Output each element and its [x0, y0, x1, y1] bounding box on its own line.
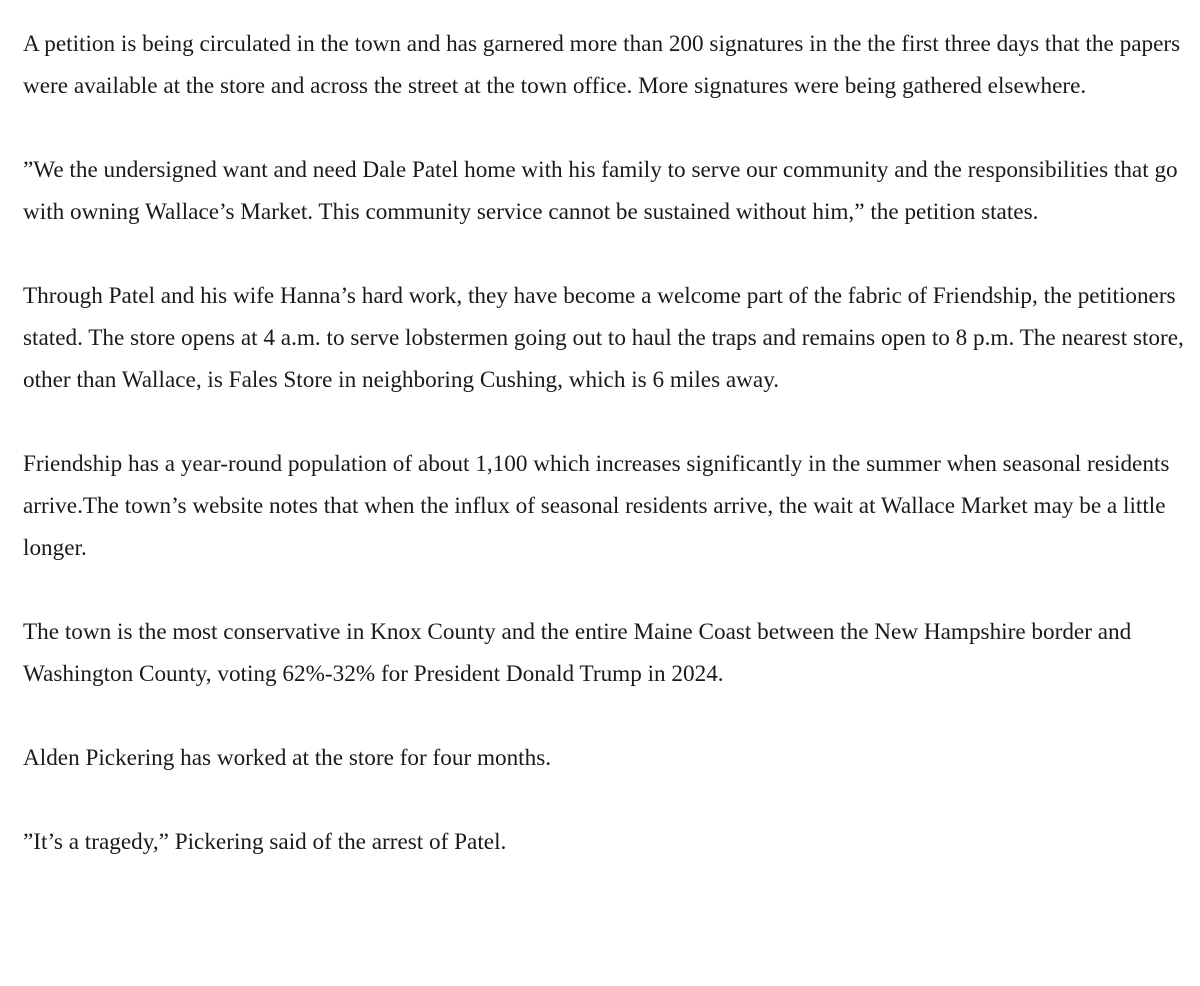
- article-body: [23, 23, 1195, 905]
- paragraph-population: Friendship has a year-round population of about 1,100 which increases significantly in the summer when seasonal residents arrive.The town’s website notes that when the influx of seasonal residents arrive, the wait at Wallace Market may be a little longer.: [23, 451, 1170, 561]
- paragraph-pickering-work: Alden Pickering has worked at the store for four months.: [23, 745, 552, 771]
- paragraph-store-hours: Through Patel and his wife Hanna’s hard work, they have become a welcome part of the fabric of Friendship, the petitioners stated. The store opens at 4 a.m. to serve lobstermen going out to haul the traps and remains open to 8 p.m. The nearest store, other than Wallace, is Fales Store in neighboring Cushing, which is 6 miles away.: [23, 283, 1184, 393]
- paragraph-petition-quote: ”We the undersigned want and need Dale Patel home with his family to serve our community and the responsibilities that go with owning Wallace’s Market. This community service cannot be sustained without him,” the petition states.: [23, 157, 1178, 225]
- paragraph-pickering-quote: ”It’s a tragedy,” Pickering said of the arrest of Patel.: [23, 829, 507, 855]
- paragraph-petition: A petition is being circulated in the town and has garnered more than 200 signatures in the the first three days that the papers were available at the store and across the street at the town office. More signatures were being gathered elsewhere.: [23, 31, 1181, 99]
- paragraph-politics: The town is the most conservative in Knox County and the entire Maine Coast between the New Hampshire border and Washington County, voting 62%-32% for President Donald Trump in 2024.: [23, 619, 1132, 687]
